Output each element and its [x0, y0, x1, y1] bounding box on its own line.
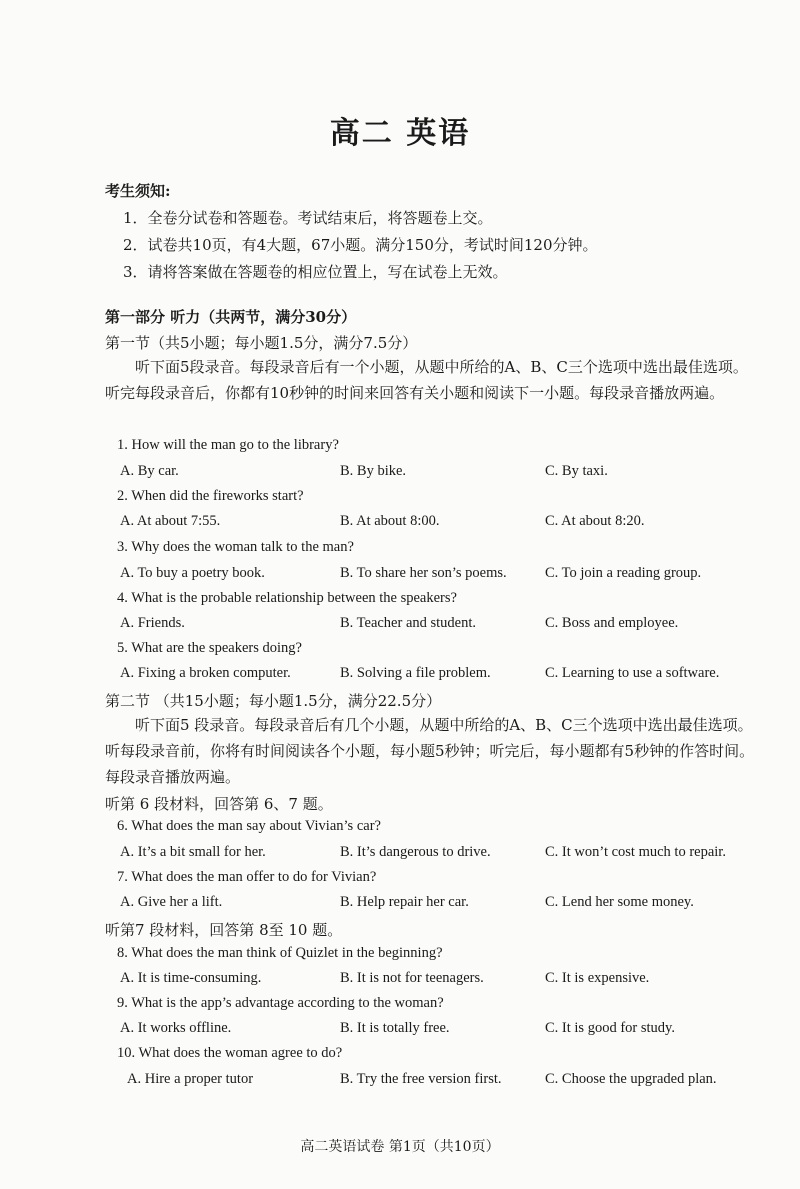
- question-1: 1. How will the man go to the library?: [117, 437, 339, 453]
- question-4: 4. What is the probable relationship between the speakers?: [117, 590, 457, 606]
- question-5: 5. What are the speakers doing?: [117, 640, 302, 656]
- notice-heading: 考生须知:: [105, 182, 171, 200]
- notice-item: 1．全卷分试卷和答题卷。考试结束后，将答题卷上交。: [123, 209, 493, 227]
- question-6: 6. What does the man say about Vivian’s car?: [117, 818, 381, 834]
- material-6-label: 听第 6 段材料，回答第 6、7 题。: [105, 795, 333, 813]
- section1-instructions: 听下面5段录音。每段录音后有一个小题，从题中所给的A、B、C三个选项中选出最佳选项。听完每段录音后，你都有10秒钟的时间来回答有关小题和阅读下一小题。每段录音播放两遍。: [105, 358, 748, 402]
- option-c: C. To join a reading group.: [545, 565, 702, 581]
- material-7-label: 听第7 段材料，回答第 8至 10 题。: [105, 921, 343, 939]
- page-title: 高二 英语: [329, 116, 471, 151]
- question-10: 10. What does the woman agree to do?: [117, 1045, 343, 1061]
- option-b: B. It is totally free.: [340, 1020, 450, 1036]
- option-c: C. By taxi.: [545, 463, 608, 479]
- option-b: B. Try the free version first.: [340, 1071, 502, 1087]
- option-c: C. Lend her some money.: [545, 894, 694, 910]
- option-a: A. To buy a poetry book.: [120, 565, 265, 581]
- option-a: A. Hire a proper tutor: [127, 1071, 254, 1087]
- option-b: B. By bike.: [340, 463, 407, 479]
- question-8: 8. What does the man think of Quizlet in the beginning?: [117, 945, 443, 961]
- option-b: B. To share her son’s poems.: [340, 565, 507, 581]
- page-footer: 高二英语试卷 第1页（共10页）: [300, 1139, 500, 1155]
- option-a: A. Fixing a broken computer.: [120, 665, 291, 681]
- section1-heading: 第一节（共5小题；每小题1.5分，满分7.5分）: [105, 334, 418, 352]
- option-c: C. Learning to use a software.: [545, 665, 720, 681]
- option-a: A. At about 7:55.: [120, 513, 221, 529]
- section2-heading: 第二节 （共15小题；每小题1.5分，满分22.5分）: [105, 692, 442, 710]
- option-a: A. It works offline.: [120, 1020, 232, 1036]
- question-9: 9. What is the app’s advantage according to the woman?: [117, 995, 444, 1011]
- option-b: B. At about 8:00.: [340, 513, 440, 529]
- option-b: B. Teacher and student.: [340, 615, 477, 631]
- question-3: 3. Why does the woman talk to the man?: [117, 539, 354, 555]
- option-b: B. It is not for teenagers.: [340, 970, 484, 986]
- section2-instructions: 听下面5 段录音。每段录音后有几个小题，从题中所给的A、B、C三个选项中选出最佳选项。听每段录音前，你将有时间阅读各个小题，每小题5秒钟；听完后，每小题都有5秒钟的作答时间。每段录音播放两遍。: [105, 716, 755, 786]
- option-a: A. It’s a bit small for her.: [120, 844, 266, 860]
- option-c: C. Boss and employee.: [545, 615, 679, 631]
- option-b: B. Solving a file problem.: [340, 665, 491, 681]
- notice-item: 3．请将答案做在答题卷的相应位置上，写在试卷上无效。: [123, 263, 508, 281]
- option-c: C. At about 8:20.: [545, 513, 645, 529]
- option-a: A. It is time-consuming.: [120, 970, 262, 986]
- question-7: 7. What does the man offer to do for Vivian?: [117, 869, 377, 885]
- question-2: 2. When did the fireworks start?: [117, 488, 304, 504]
- option-a: A. Friends.: [120, 615, 185, 631]
- option-a: A. By car.: [120, 463, 179, 479]
- option-a: A. Give her a lift.: [120, 894, 223, 910]
- notice-item: 2．试卷共10页，有4大题，67小题。满分150分，考试时间120分钟。: [123, 236, 598, 254]
- option-b: B. Help repair her car.: [340, 894, 469, 910]
- option-c: C. It won’t cost much to repair.: [545, 844, 726, 860]
- option-c: C. It is good for study.: [545, 1020, 675, 1036]
- option-c: C. Choose the upgraded plan.: [545, 1071, 717, 1087]
- option-c: C. It is expensive.: [545, 970, 650, 986]
- part1-heading: 第一部分 听力（共两节，满分30分）: [105, 308, 357, 326]
- option-b: B. It’s dangerous to drive.: [340, 844, 491, 860]
